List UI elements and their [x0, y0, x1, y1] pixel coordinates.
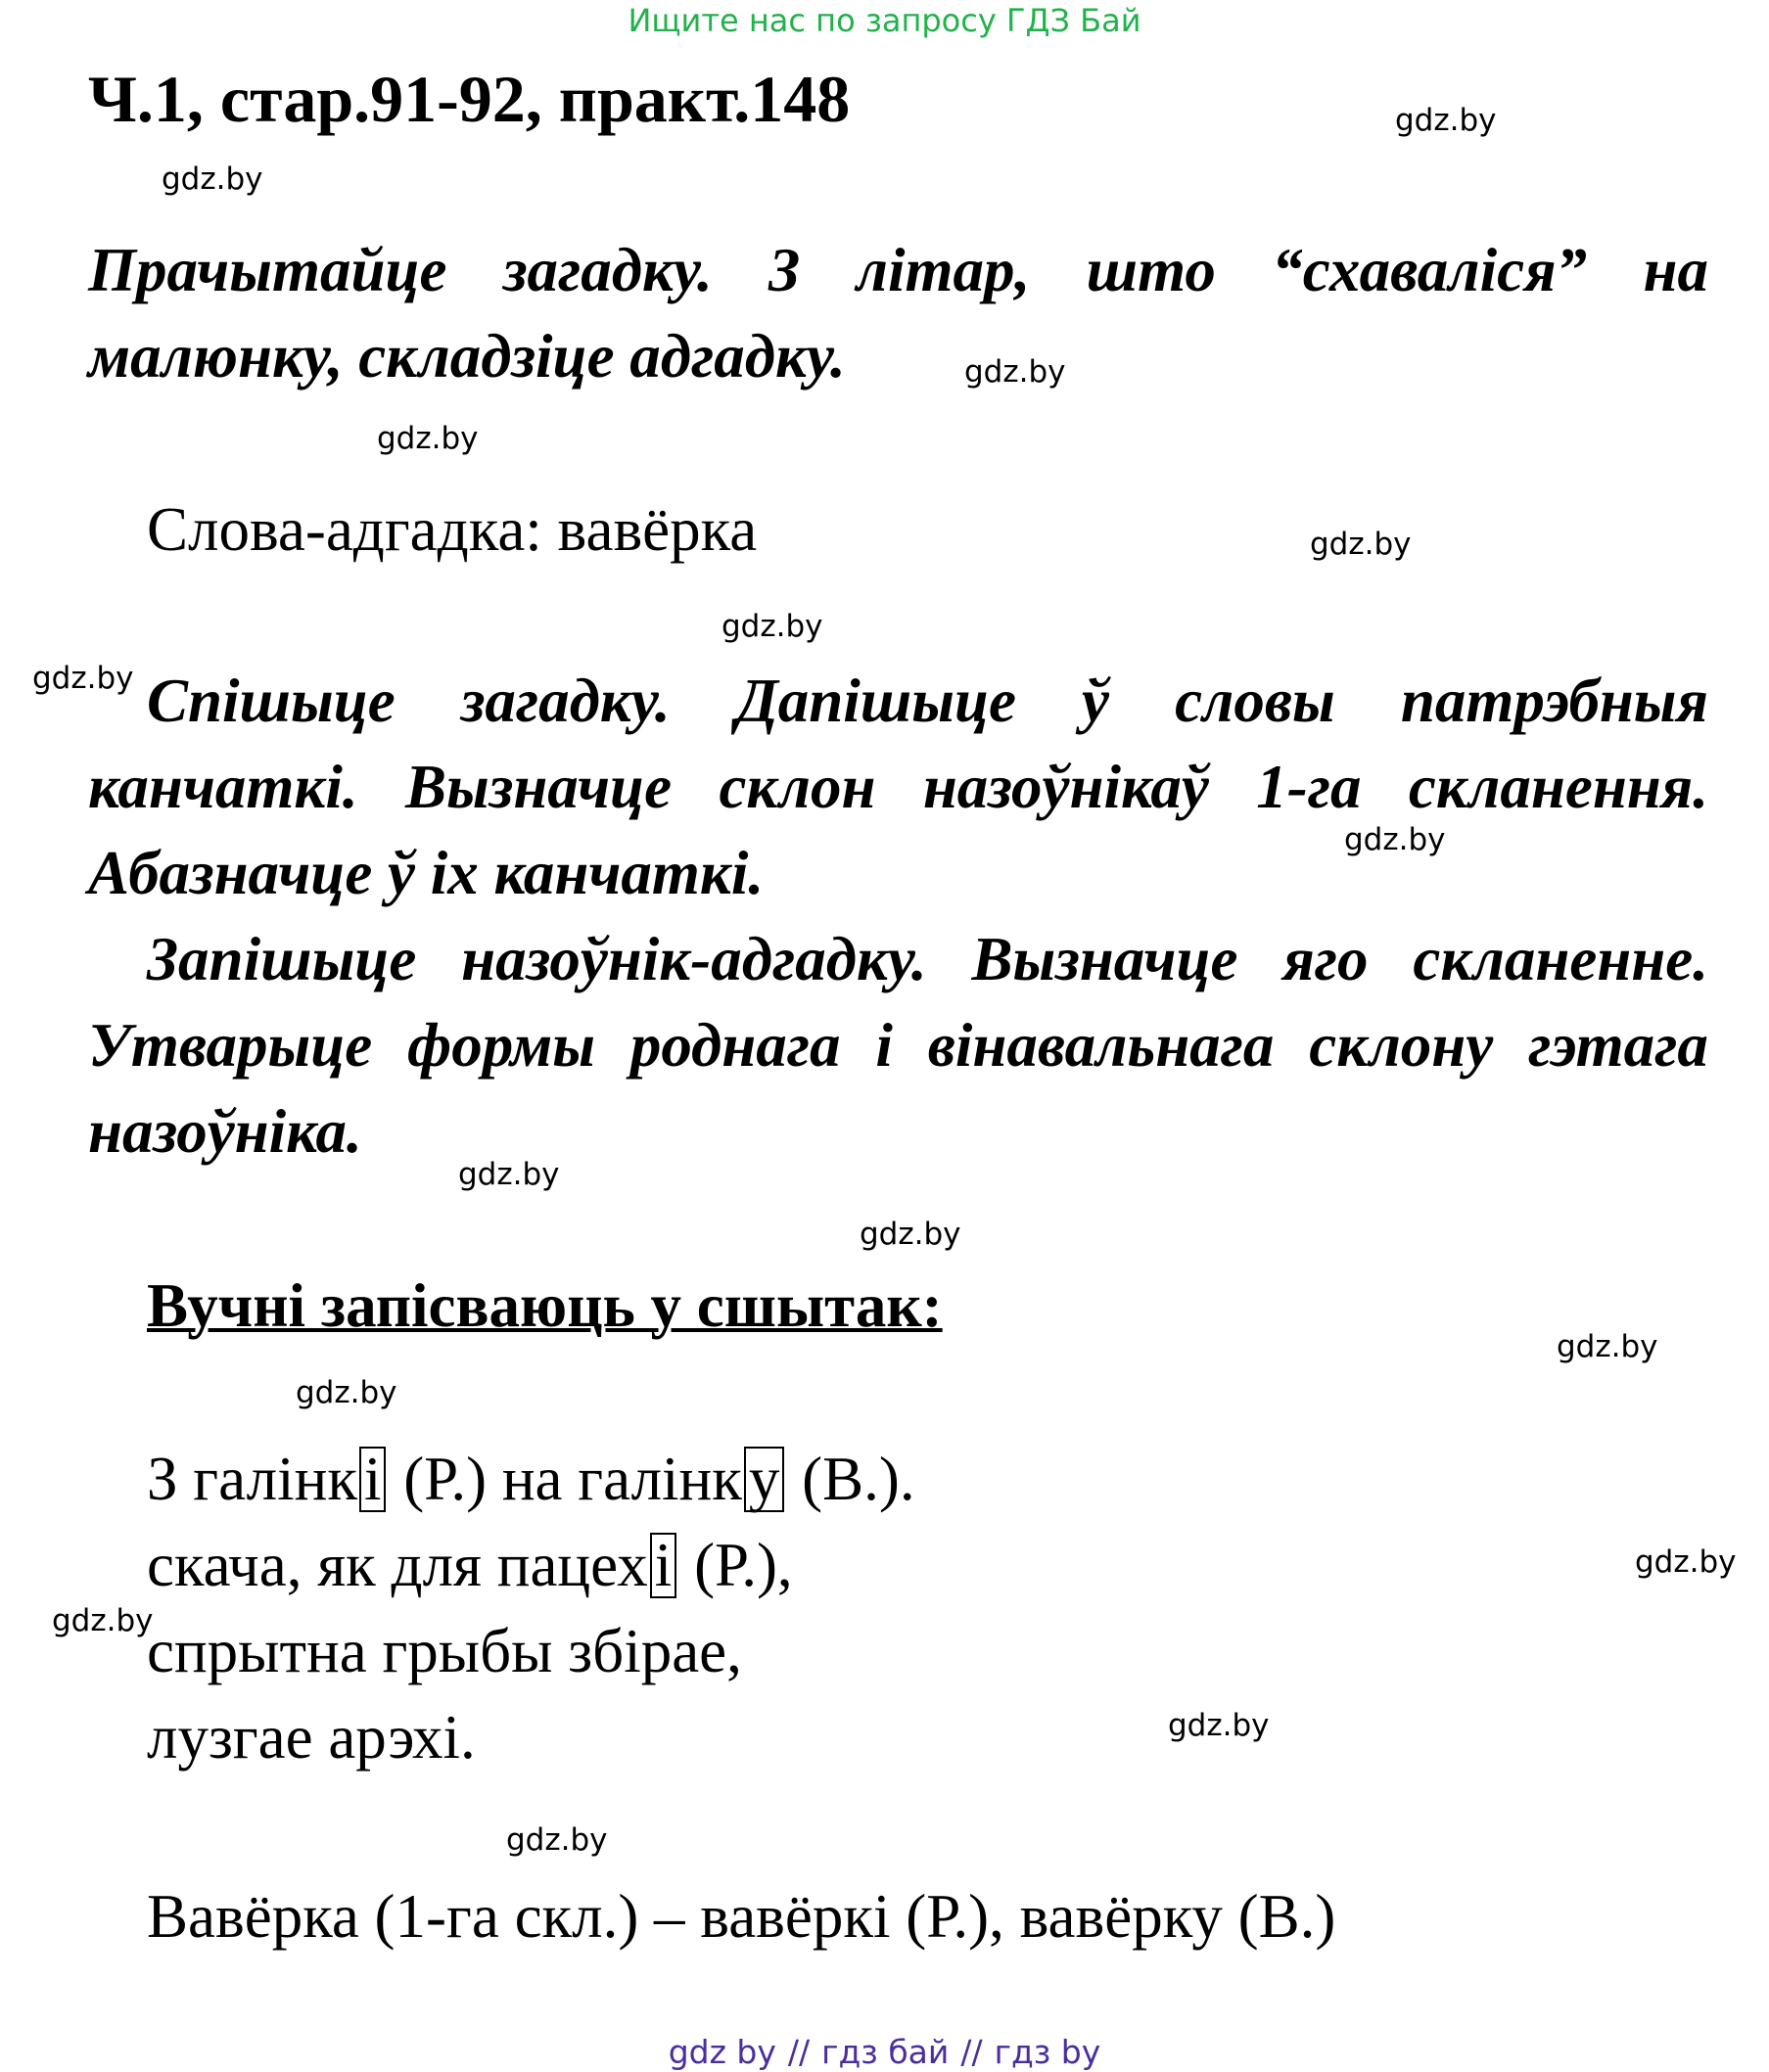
task2-line6: назоўніка.: [88, 1097, 362, 1166]
poem-line-3: спрытна грыбы збірае,: [147, 1617, 742, 1685]
ending-box: і: [650, 1533, 677, 1598]
watermark: gdz.by: [52, 1603, 154, 1638]
footer-link[interactable]: gdz by: [668, 2033, 776, 2071]
watermark: gdz.by: [1395, 103, 1497, 138]
watermark: gdz.by: [377, 421, 479, 456]
watermark: gdz.by: [1635, 1544, 1737, 1580]
watermark: gdz.by: [860, 1217, 961, 1252]
footer-links: [0, 2033, 1769, 2071]
footer-link[interactable]: гдз by: [994, 2033, 1101, 2071]
ending-box: у: [744, 1447, 785, 1512]
watermark: gdz.by: [1310, 527, 1412, 562]
footer-link[interactable]: гдз бай: [821, 2033, 950, 2071]
final-answer: Вавёрка (1-га скл.) – вавёркі (Р.), вавёрку (В.): [147, 1882, 1336, 1951]
watermark: gdz.by: [964, 354, 1066, 390]
watermark: gdz.by: [506, 1822, 608, 1858]
poem-line-2: скача, як для пацех і (Р.),: [147, 1531, 793, 1599]
task1-line1: Прачытайце загадку. З літар, што “схаваліся” на: [88, 236, 1708, 304]
page-title: Ч.1, стар.91-92, практ.148: [88, 62, 851, 136]
watermark: gdz.by: [1557, 1329, 1658, 1364]
task2-line5: Утварыце формы роднага і вінавальнага склону гэтага: [88, 1011, 1708, 1080]
task1-line2: малюнку, складзіце адгадку.: [88, 322, 846, 391]
watermark: gdz.by: [32, 661, 134, 696]
watermark: gdz.by: [1168, 1708, 1270, 1743]
task2-line2: канчаткі. Вызначце склон назоўнікаў 1-га скланення.: [88, 753, 1708, 821]
watermark: gdz.by: [1344, 822, 1446, 857]
watermark: gdz.by: [162, 161, 263, 197]
footer-separator: //: [787, 2033, 811, 2071]
task2-line3: Абазначце ў іх канчаткі.: [88, 839, 765, 907]
watermark: gdz.by: [722, 609, 823, 644]
watermark: gdz.by: [458, 1157, 560, 1192]
watermark: gdz.by: [296, 1375, 397, 1410]
footer-separator: //: [960, 2033, 983, 2071]
section-heading: Вучні запісваюць у сшытак:: [147, 1271, 943, 1340]
answer-word: Слова-адгадка: вавёрка: [147, 495, 758, 564]
ending-box: і: [359, 1447, 387, 1512]
poem-line-1: З галінк і (Р.) на галінк у (В.).: [147, 1445, 915, 1513]
task2-line1: Спішыце загадку. Дапішыце ў словы патрэбныя: [147, 667, 1708, 735]
task2-line4: Запішыце назоўнік-адгадку. Вызначце яго скланенне.: [147, 925, 1708, 993]
top-banner[interactable]: Ищите нас по запросу ГДЗ Бай: [628, 2, 1141, 39]
poem-line-4: лузгае арэхі.: [147, 1703, 476, 1772]
